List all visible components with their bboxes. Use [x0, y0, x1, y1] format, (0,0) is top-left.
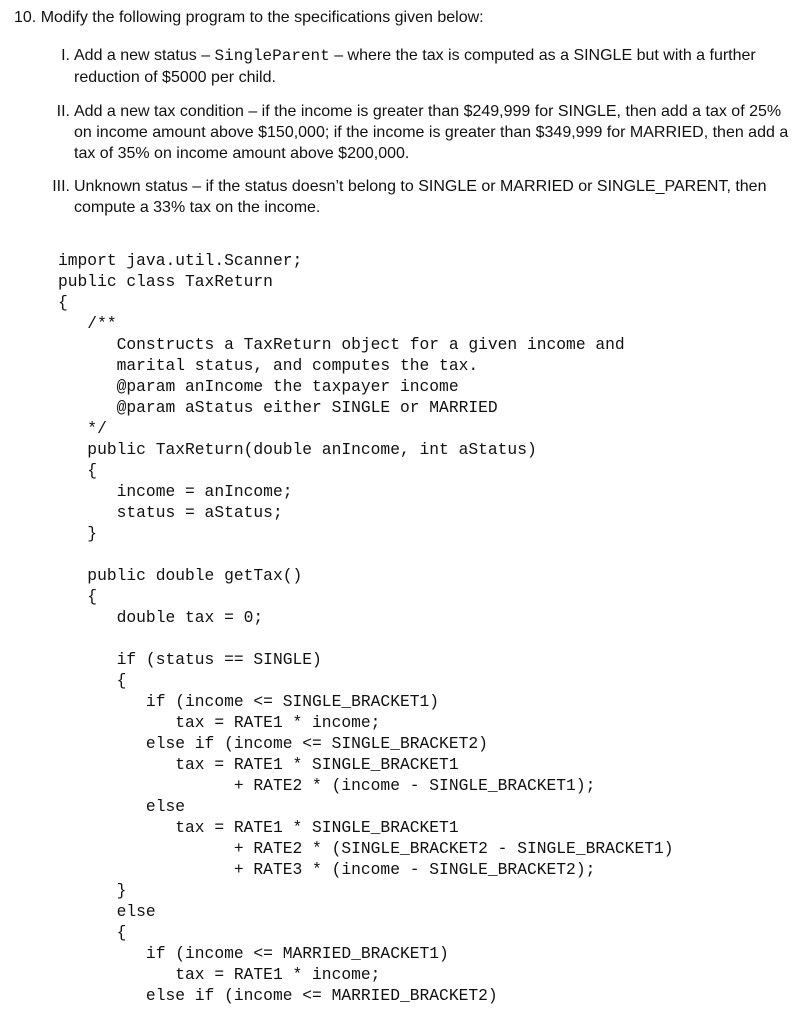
code-line: double tax = 0; — [58, 608, 264, 627]
code-line: + RATE3 * (income - SINGLE_BRACKET2); — [58, 860, 596, 879]
spec-text: Add a new tax condition – if the income is greater than $249,999 for SINGLE, then add a tax of 25% on income amount above $150,000; if the income is greater than $349,999 for MARRIED, then add a tax of 35% on income amount above $200,000. — [74, 103, 789, 162]
code-line: if (status == SINGLE) — [58, 650, 322, 669]
code-line: tax = RATE1 * SINGLE_BRACKET1 — [58, 818, 459, 837]
code-line: tax = RATE1 * income; — [58, 713, 381, 732]
code-line: else — [58, 902, 156, 921]
spec-text: Unknown status – if the status doesn’t belong to SINGLE or MARRIED or SINGLE_PARENT, then compute a 33% tax on the income. — [74, 178, 767, 216]
code-line: */ — [58, 419, 107, 438]
spec-item-3 — [30, 176, 790, 218]
code-line: public class TaxReturn — [58, 272, 273, 291]
spec-item-2 — [30, 101, 790, 164]
code-line: tax = RATE1 * SINGLE_BRACKET1 — [58, 755, 459, 774]
spec-numeral: I. — [61, 47, 70, 64]
spec-numeral: II. — [56, 103, 70, 120]
code-line: else if (income <= SINGLE_BRACKET2) — [58, 734, 488, 753]
spec-code-term: SingleParent — [214, 47, 330, 65]
code-line: Constructs a TaxReturn object for a given income and — [58, 335, 625, 354]
code-line: status = aStatus; — [58, 503, 283, 522]
code-line: else if (income <= MARRIED_BRACKET2) — [58, 986, 498, 1005]
code-line: { — [58, 293, 68, 312]
code-line: } — [58, 524, 98, 543]
code-line: else — [58, 797, 186, 816]
code-listing — [58, 250, 674, 1006]
code-line: public TaxReturn(double anIncome, int aStatus) — [58, 440, 537, 459]
spec-text-after: – where the tax is computed as a SINGLE but with a further reduction of $5000 per child. — [74, 47, 756, 86]
code-line: { — [58, 671, 127, 690]
code-line: tax = RATE1 * income; — [58, 965, 381, 984]
code-line: { — [58, 587, 98, 606]
code-line: { — [58, 923, 127, 942]
code-line: if (income <= MARRIED_BRACKET1) — [58, 944, 449, 963]
code-line: @param aStatus either SINGLE or MARRIED — [58, 398, 498, 417]
code-line: import java.util.Scanner; — [58, 251, 303, 270]
spec-item-1 — [30, 45, 790, 88]
question-heading: 10. Modify the following program to the specifications given below: — [14, 9, 484, 26]
code-line: income = anIncome; — [58, 482, 293, 501]
code-line: public double getTax() — [58, 566, 303, 585]
code-line: + RATE2 * (SINGLE_BRACKET2 - SINGLE_BRACKET1) — [58, 839, 674, 858]
code-line: + RATE2 * (income - SINGLE_BRACKET1); — [58, 776, 596, 795]
code-line: marital status, and computes the tax. — [58, 356, 479, 375]
code-line: } — [58, 881, 127, 900]
specification-list — [30, 45, 790, 231]
code-line: @param anIncome the taxpayer income — [58, 377, 459, 396]
code-line: if (income <= SINGLE_BRACKET1) — [58, 692, 440, 711]
code-line: { — [58, 461, 98, 480]
spec-numeral: III. — [52, 178, 70, 195]
spec-text-before: Add a new status – — [74, 47, 215, 64]
code-line: /** — [58, 314, 117, 333]
